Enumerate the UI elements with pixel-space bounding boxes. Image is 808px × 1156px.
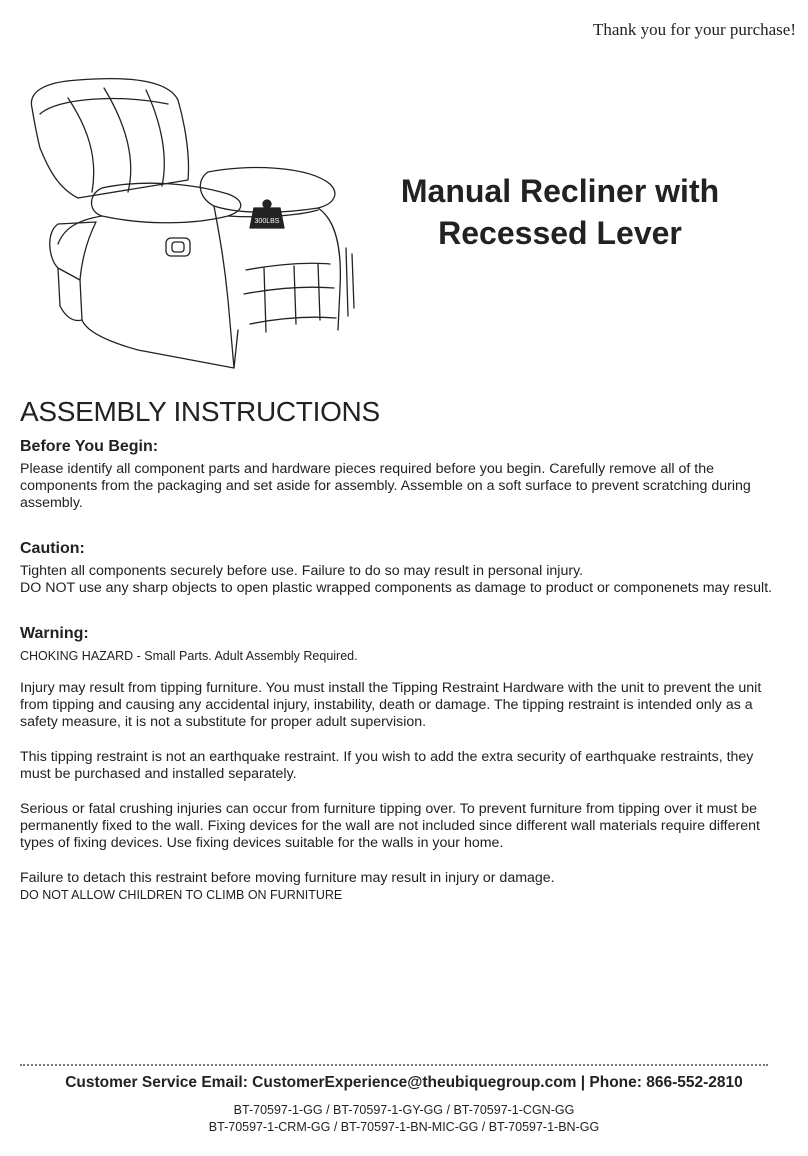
customer-service: Customer Service Email: CustomerExperience@theubiquegroup.com | Phone: 866-552-2810 [65, 1074, 743, 1091]
doc-title: ASSEMBLY INSTRUCTIONS [20, 396, 380, 427]
before-heading: Before You Begin: [20, 438, 159, 455]
product-title-line2: Recessed Lever [438, 215, 682, 251]
recliner-illustration [18, 68, 358, 388]
sku-line-1: BT-70597-1-GG / BT-70597-1-GY-GG / BT-70597-1-CGN-GG [233, 1103, 575, 1117]
caution-line2: DO NOT use any sharp objects to open plastic wrapped components as damage to product or componenets may result. [20, 580, 773, 596]
product-title-line1: Manual Recliner with [400, 173, 720, 209]
instructions [20, 396, 780, 903]
caution-heading: Caution: [20, 540, 85, 557]
before-text: Please identify all component parts and hardware pieces required before you begin. Carefully remove all of the components from the packaging and set aside for assembly. Assemble on a soft surface to prevent scratching during assembly. [20, 461, 751, 511]
weight-label: 300LBS [254, 218, 280, 225]
caution-line1: Tighten all components securely before use. Failure to do so may result in personal injury. [20, 563, 584, 579]
footer-divider [20, 1064, 768, 1066]
choking-hazard: CHOKING HAZARD - Small Parts. Adult Assembly Required. [20, 649, 358, 663]
warning-final: DO NOT ALLOW CHILDREN TO CLIMB ON FURNITURE [20, 888, 343, 902]
sku-list [0, 1102, 808, 1136]
warning-paragraph-4: Failure to detach this restraint before moving furniture may result in injury or damage. [20, 870, 555, 886]
warning-paragraph-3: Serious or fatal crushing injuries can occur from furniture tipping over. To prevent furniture from tipping over it must be permanently fixed to the wall. Fixing devices for the wall are not included since different wall materials require different types of fixing devices. Use fixing devices suitable for the walls in your home. [20, 801, 760, 851]
weight-icon [250, 200, 284, 228]
warning-paragraph-2: This tipping restraint is not an earthquake restraint. If you wish to add the extra security of earthquake restraints, they must be purchased and installed separately. [20, 749, 754, 782]
warning-paragraph-1: Injury may result from tipping furniture. You must install the Tipping Restraint Hardware with the unit to prevent the unit from tipping and causing any accidental injury, instability, death or damage. The tipping restraint is intended only as a safety measure, it is not a substitute for proper adult supervision. [20, 680, 762, 730]
warning-heading: Warning: [20, 625, 89, 642]
product-title [370, 170, 750, 254]
thank-you-note: Thank you for your purchase! [593, 20, 796, 39]
sku-line-2: BT-70597-1-CRM-GG / BT-70597-1-BN-MIC-GG / BT-70597-1-BN-GG [208, 1120, 600, 1134]
